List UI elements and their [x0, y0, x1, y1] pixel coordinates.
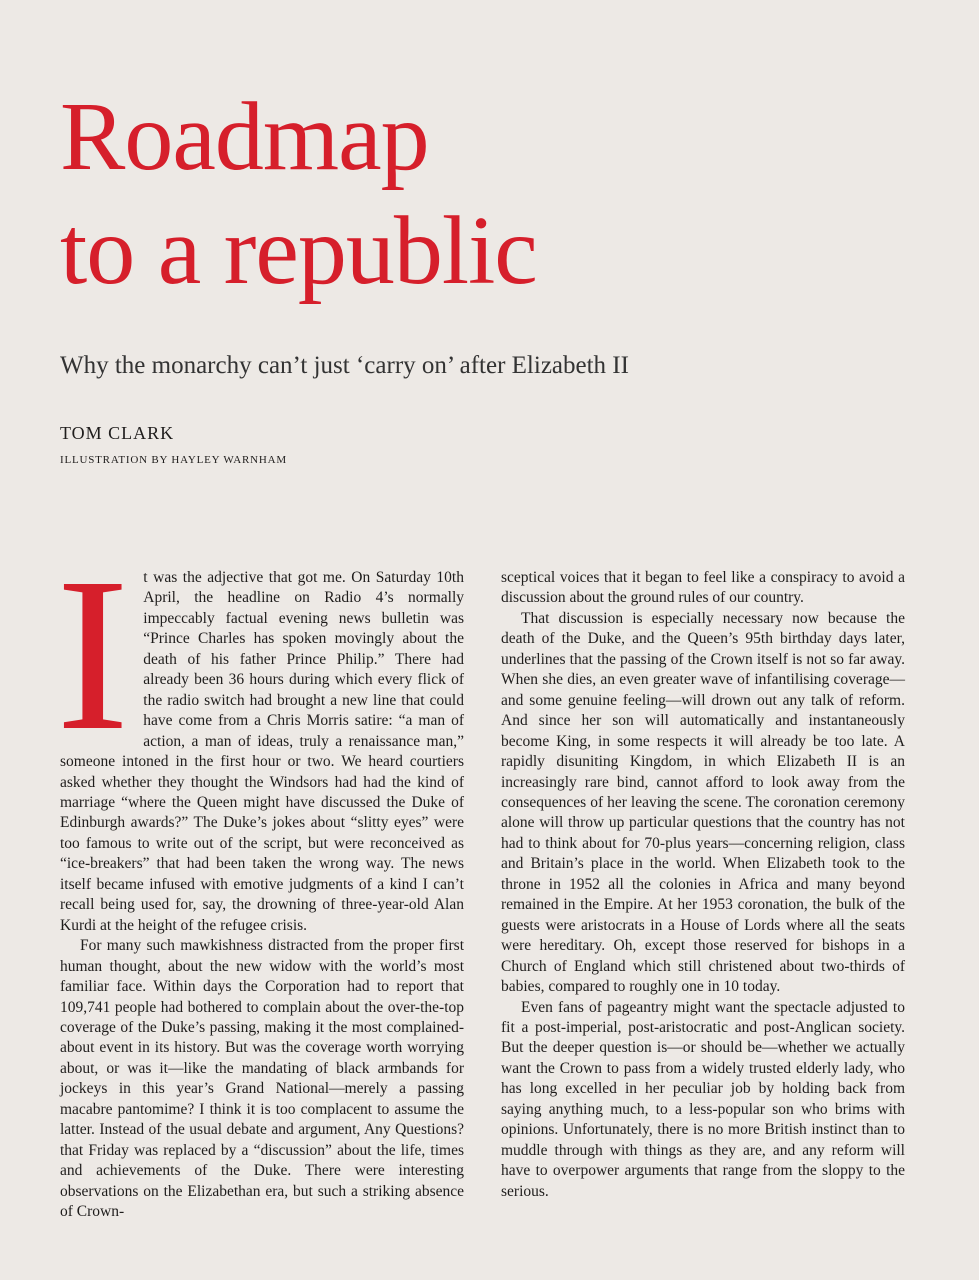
title-line-2: to a republic — [60, 197, 537, 305]
body-column-left — [56, 532, 464, 1223]
author-byline: TOM CLARK — [60, 423, 175, 443]
paragraph: Even fans of pageantry might want the spectacle adjusted to fit a post-imperial, post-aristocratic and post-Anglican society. But the deeper question is—or should be—whether we actually want the Crown to pass from a widely trusted elderly lady, who has long excelled in her peculiar job by holding back from saying anything much, to a less-popular son who brims with opinions. Unfortunately, there is no more British instinct than to muddle through with things as they are, and any reform will have to overpower arguments that range from the sloppy to the serious. — [501, 998, 905, 1200]
article-deck: Why the monarchy can’t just ‘carry on’ after Elizabeth II — [60, 352, 629, 379]
article-title — [60, 80, 537, 308]
illustration-credit: ILLUSTRATION BY HAYLEY WARNHAM — [60, 454, 287, 466]
paragraph: For many such mawkishness distracted from the proper first human thought, about the new widow with the world’s most familiar face. Within days the Corporation had to report that 109,741 people had bothered to complain about the over-the-top coverage of the Duke’s passing, making it the most complained-about event in its history. But was the coverage worth worrying about, or was it—like the mandating of black armbands for jockeys in this year’s Grand National—merely a passing macabre pantomime? I think it is too complacent to assume the latter. Instead of the usual debate and argument, Any Questions? that Friday was replaced by a “discussion” about the life, times and achievements of the Duke. There were interesting observations on the Elizabethan era, but such a striking absence of Crown- — [60, 937, 464, 1221]
paragraph: t was the adjective that got me. On Saturday 10th April, the headline on Radio 4’s normally impeccably factual evening news bulletin was “Prince Charles has spoken movingly about the death of his father Prince Philip.” There had already been 36 hours during which every flick of the radio switch had brought a new line that could have come from a Chris Morris satire: “a man of action, a man of ideas, truly a renaissance man,” someone intoned in the first hour or two. We heard courtiers asked whether they thought the Windsors had had the kind of marriage “where the Queen might have discussed the Duke of Edinburgh awards?” The Duke’s jokes about “slitty eyes” were too famous to write out of the script, but were reconceived as “ice-breakers” that had been taken the wrong way. The news itself became infused with emotive judgments of a kind I can’t recall being used for, say, the drowning of three-year-old Alan Kurdi at the height of the refugee crisis. — [60, 569, 464, 934]
title-line-1: Roadmap — [60, 83, 429, 191]
paragraph: sceptical voices that it began to feel like a conspiracy to avoid a discussion about the ground rules of our country. — [501, 569, 905, 607]
paragraph: That discussion is especially necessary now because the death of the Duke, and the Queen’s 95th birthday days later, underlines that the passing of the Crown itself is not so far away. When she dies, an even greater wave of infantilising coverage—and some genuine feeling—will drown out any talk of reform. And since her son will automatically and instantaneously become King, in some respects it will already be too late. A rapidly disuniting Kingdom, in which Elizabeth II is an increasingly rare bind, cannot afford to look away from the consequences of her leaving the scene. The coronation ceremony alone will throw up particular questions that the country has not had to think about for 70-plus years—concerning religion, class and Britain’s place in the world. When Elizabeth took to the throne in 1952 all the colonies in Africa and many beyond remained in the Empire. At her 1953 coronation, the bulk of the guests were aristocrats in a House of Lords where all the seats were hereditary. Oh, except those reserved for bishops in a Church of England which still christened about two-thirds of babies, compared to roughly one in 10 today. — [501, 609, 905, 996]
drop-cap: I — [56, 532, 130, 776]
body-column-right — [501, 568, 905, 1202]
